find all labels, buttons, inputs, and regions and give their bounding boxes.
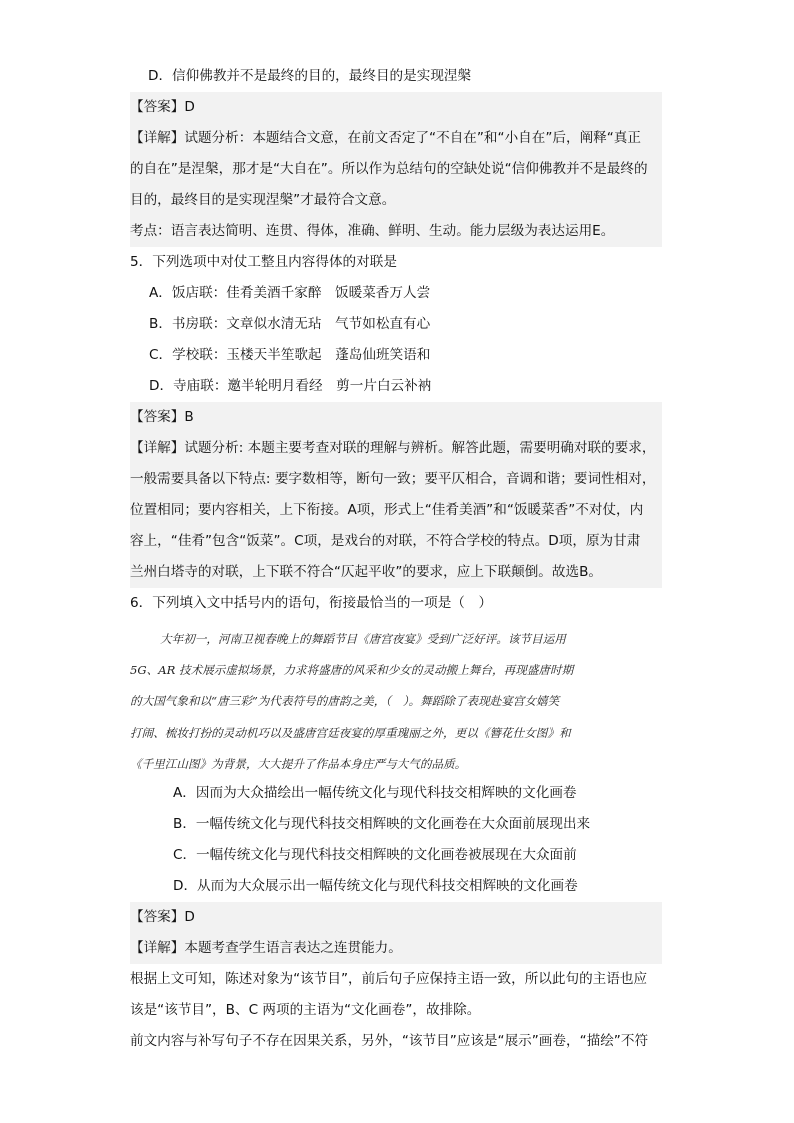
q6-detail-line: 【详解】本题考查学生语言表达之连贯能力。 xyxy=(130,933,662,964)
q6-option: B．一幅传统文化与现代科技交相辉映的文化画卷在大众面前展现出来 xyxy=(173,816,591,832)
q6-option: A．因而为大众描绘出一幅传统文化与现代科技交相辉映的文化画卷 xyxy=(173,785,577,801)
q5-option: C．学校联：玉楼天半笙歌起 蓬岛仙班笑语和 xyxy=(149,347,431,363)
q6-passage-line: 《千里江山图》为背景，大大提升了作品本身庄严与大气的品质。 xyxy=(130,756,467,771)
q4-detail-line: 的自在”是涅槃，那才是“大自在”。所以作为总结句的空缺处说“信仰佛教并不是最终的 xyxy=(130,154,662,185)
q5-detail-line: 一般需要具备以下特点: 要字数相等，断句一致；要平仄相合，音调和谐；要词性相对， xyxy=(130,464,662,495)
q4-detail-line: 目的，最终目的是实现涅槃”才最符合文意。 xyxy=(130,185,662,216)
q6-passage xyxy=(130,624,662,780)
q5-option: D．寺庙联：邀半轮明月看经 剪一片白云补衲 xyxy=(149,378,432,394)
q5-detail-line: 兰州白塔寺的对联，上下联不符合“仄起平收”的要求，应上下联颠倒。故选B。 xyxy=(130,557,662,588)
q4-answer: 【答案】D xyxy=(130,92,662,123)
q6-passage-line: 5G、AR 技术展示虚拟场景，力求将盛唐的风采和少女的灵动搬上舞台，再现盛唐时期 xyxy=(130,663,574,678)
q5-option: A．饭店联：佳肴美酒千家醉 饭暖菜香万人尝 xyxy=(149,285,431,301)
q6-answer: 【答案】D xyxy=(130,902,662,933)
q5-answer: 【答案】B xyxy=(130,402,662,433)
q6-question: 6．下列填入文中括号内的语句，衔接最恰当的一项是（ ） xyxy=(130,595,493,611)
q6-passage-line: 打闹、梳妆打扮的灵动机巧以及盛唐宫廷夜宴的厚重瑰丽之外，更以《簪花仕女图》和 xyxy=(130,725,571,740)
q5-detail-line: 容上，“佳肴”包含“饭菜”。C项，是戏台的对联，不符合学校的特点。D项，原为甘肃 xyxy=(130,526,662,557)
q6-passage-line: 大年初一，河南卫视春晚上的舞蹈节目《唐宫夜宴》受到广泛好评。该节目运用 xyxy=(160,632,566,646)
q6-section xyxy=(130,778,662,1057)
q5-option: B．书房联：文章似水清无玷 气节如松直有心 xyxy=(149,316,431,332)
q5-detail-line: 位置相同；要内容相关，上下衔接。A项，形式上“佳肴美酒”和“饭暖菜香”不对仗，内 xyxy=(130,495,662,526)
q5-detail-line: 【详解】试题分析: 本题主要考查对联的理解与辨析。解答此题，需要明确对联的要求， xyxy=(130,433,662,464)
q6-option: D．从而为大众展示出一幅传统文化与现代科技交相辉映的文化画卷 xyxy=(173,878,578,894)
q4-section xyxy=(130,61,662,619)
q5-question: 5．下列选项中对仗工整且内容得体的对联是 xyxy=(130,254,397,270)
q6-detail-line: 根据上文可知，陈述对象为“该节目”，前后句子应保持主语一致，所以此句的主语也应 xyxy=(130,971,648,987)
q6-option: C．一幅传统文化与现代科技交相辉映的文化画卷被展现在大众面前 xyxy=(173,847,577,863)
q4-detail-line: 【详解】试题分析：本题结合文意，在前文否定了“不自在”和“小自在”后，阐释“真正 xyxy=(130,123,662,154)
q4-option-d: D．信仰佛教并不是最终的目的，最终目的是实现涅槃 xyxy=(148,68,472,84)
q6-passage-line: 的大国气象和以“唐三彩”为代表符号的唐韵之美，（ ）。舞蹈除了表现赴宴宫女嬉笑 xyxy=(130,694,560,709)
q6-detail-line: 前文内容与补写句子不存在因果关系，另外，“该节目”应该是“展示”画卷，“描绘”不符 xyxy=(130,1033,649,1049)
q6-detail-line: 该是“该节目”，B、C 两项的主语为“文化画卷”，故排除。 xyxy=(130,1002,481,1018)
q4-detail-line: 考点：语言表达简明、连贯、得体，准确、鲜明、生动。能力层级为表达运用E。 xyxy=(130,216,662,247)
